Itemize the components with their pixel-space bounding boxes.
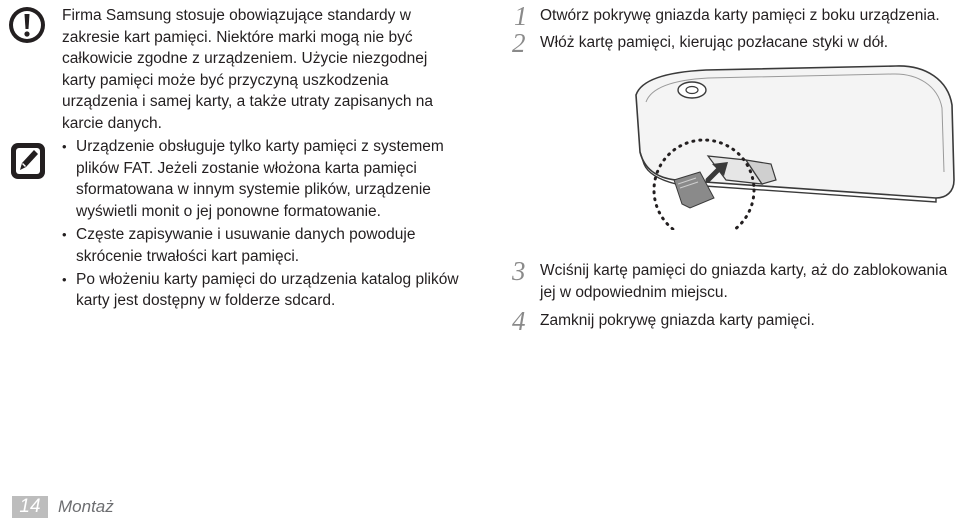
step-number: 3 — [512, 256, 526, 286]
list-item — [62, 136, 462, 222]
phone-memory-card-insert-illustration — [596, 60, 956, 230]
step-text: Zamknij pokrywę gniazda karty pamięci. — [540, 312, 815, 329]
section-label: Montaż — [58, 497, 114, 516]
step-text: Wciśnij kartę pamięci do gniazda karty, aż do zablokowania jej w odpowiednim miejscu. — [540, 262, 948, 301]
step-number: 4 — [512, 306, 526, 336]
pencil-note-icon — [10, 142, 46, 180]
list-item — [62, 224, 462, 267]
note-item-text: Częste zapisywanie i usuwanie danych powoduje skrócenie trwałości kart pamięci. — [76, 225, 416, 265]
note-list — [62, 136, 462, 314]
step-text: Otwórz pokrywę gniazda karty pamięci z boku urządzenia. — [540, 7, 940, 24]
warning-text: Firma Samsung stosuje obowiązujące standardy w zakresie kart pamięci. Niektóre marki mogą nie być całkowicie zgodne z urządzeniem. Użycie niezgodnej karty pamięci może być przyczyną uszkodzenia urządzenia i samej karty, a także utraty zapisanych na karcie danych. — [62, 7, 434, 132]
bullet: • — [62, 271, 67, 287]
bullet: • — [62, 226, 67, 242]
exclamation-circle-icon — [8, 6, 46, 44]
list-item — [62, 269, 462, 312]
step-number: 1 — [514, 1, 528, 31]
bullet: • — [62, 139, 67, 154]
page-number: 14 — [12, 496, 48, 518]
note-item-text: Urządzenie obsługuje tylko karty pamięci z systemem plików FAT. Jeżeli zostanie włożona karta pamięci sformatowana w innym systemie plików, urządzenie wyświetli monit o jej ponowne formatowanie. — [76, 138, 444, 220]
note-item-text: Po włożeniu karty pamięci do urządzenia katalog plików karty jest dostępny w folderze sdcard. — [76, 270, 459, 310]
step-text: Włóż kartę pamięci, kierując pozłacane styki w dół. — [540, 34, 889, 51]
step-number: 2 — [512, 28, 526, 58]
